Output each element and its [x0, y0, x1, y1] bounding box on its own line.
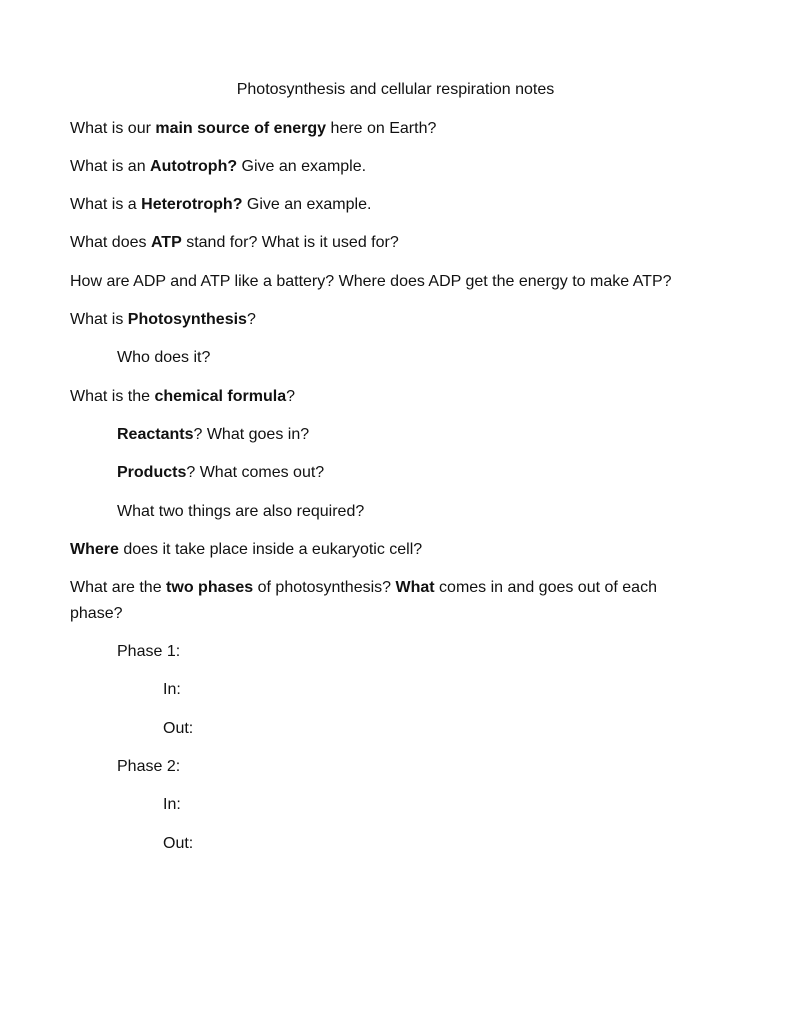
phase1-in-label: In: [163, 681, 181, 698]
q9-text-start: What are the [70, 579, 167, 596]
q2-text-start: What is an [70, 158, 151, 175]
question-also-required: What two things are also required? [117, 503, 365, 520]
q1-text-end: here on Earth? [326, 120, 437, 137]
question-photosynthesis [70, 307, 720, 333]
page-title: Photosynthesis and cellular respiration notes [236, 81, 555, 98]
question-autotroph [70, 154, 720, 180]
q9-text-mid: of photosynthesis? [253, 579, 396, 596]
q6-text-end: ? [246, 311, 256, 328]
q7a-bold-term: Reactants [117, 426, 194, 443]
q7b-bold-term: Products [117, 464, 187, 481]
question-heterotroph [70, 192, 720, 218]
phase2-out-label: Out: [163, 835, 194, 852]
q9-text-end: comes in and goes out of each [434, 579, 657, 596]
phase2-label: Phase 2: [117, 758, 181, 775]
question-two-phases-line2: phase? [70, 605, 123, 622]
q7b-text-end: ? What comes out? [186, 464, 325, 481]
question-products [117, 460, 767, 486]
q3-text-end: Give an example. [242, 196, 372, 213]
q4-bold-term: ATP [150, 234, 182, 251]
q7-text-start: What is the [70, 388, 155, 405]
q1-text-start: What is our [70, 120, 156, 137]
q7a-text-end: ? What goes in? [193, 426, 310, 443]
q2-text-end: Give an example. [237, 158, 367, 175]
question-two-phases [70, 575, 720, 601]
q6-text-start: What is [70, 311, 128, 328]
q8-bold-term: Where [70, 541, 119, 558]
q9-bold-term-2: What [395, 579, 435, 596]
question-who-does-it: Who does it? [117, 349, 211, 366]
q3-text-start: What is a [70, 196, 142, 213]
phase1-out-label: Out: [163, 720, 194, 737]
question-main-source-of-energy [70, 116, 720, 142]
question-where [70, 537, 720, 563]
q3-bold-term: Heterotroph? [141, 196, 243, 213]
q7-text-end: ? [286, 388, 295, 405]
q2-bold-term: Autotroph? [150, 158, 238, 175]
question-chemical-formula [70, 384, 720, 410]
phase1-label: Phase 1: [117, 643, 181, 660]
q4-text-end: stand for? What is it used for? [181, 234, 399, 251]
q8-text-end: does it take place inside a eukaryotic cell? [118, 541, 423, 558]
question-adp-atp-battery: How are ADP and ATP like a battery? Where does ADP get the energy to make ATP? [70, 273, 672, 290]
q7-bold-term: chemical formula [154, 388, 287, 405]
q1-bold-term: main source of energy [155, 120, 327, 137]
q6-bold-term: Photosynthesis [127, 311, 247, 328]
q9-bold-term-1: two phases [166, 579, 254, 596]
question-atp [70, 230, 720, 256]
q4-text-start: What does [70, 234, 151, 251]
question-reactants [117, 422, 767, 448]
phase2-in-label: In: [163, 796, 181, 813]
